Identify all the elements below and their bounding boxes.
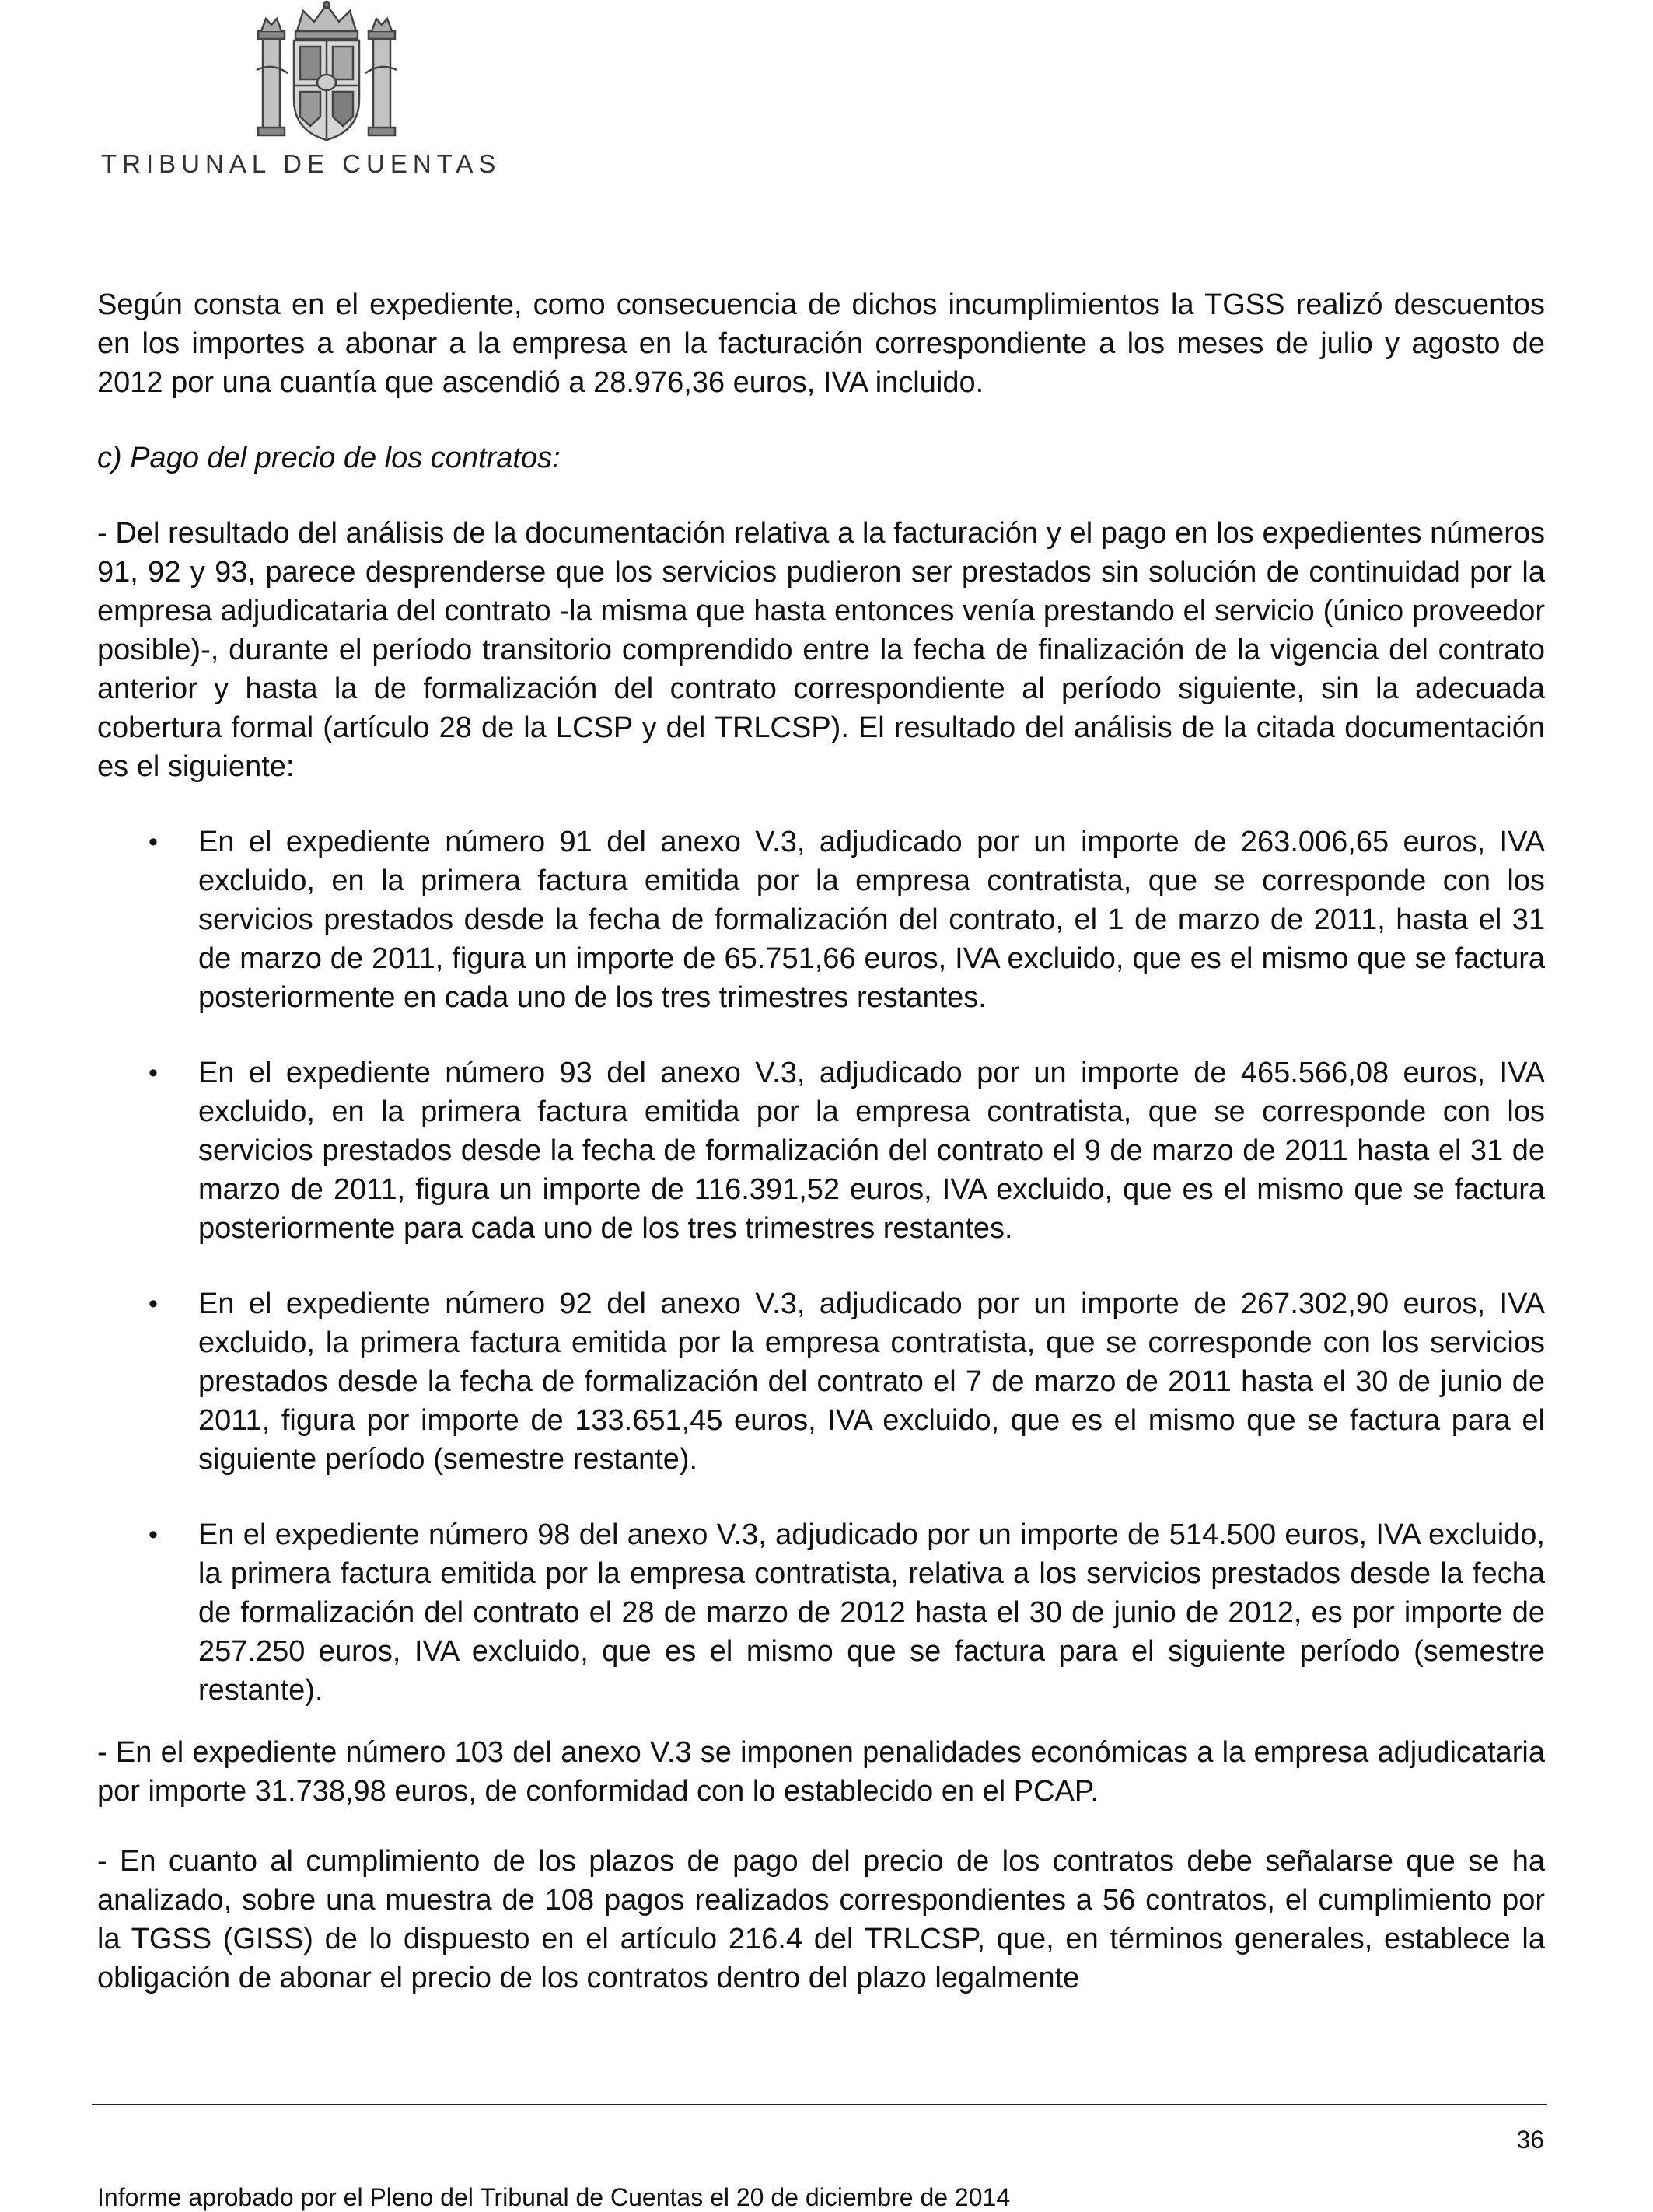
- bullet-icon: •: [149, 1289, 158, 1319]
- list-item-text: En el expediente número 93 del anexo V.3, adjudicado por un importe de 465.566,08 euros, IVA excluido, en la primera factura emitida por la empresa contratista, que se corresponde con los servicios prestados desde la fecha de formalización del contrato el 9 de marzo de 2011 hasta el 31 de marzo de 2011, figura un importe de 116.391,52 euros, IVA excluido, que es el mismo que se factura posteriormente para cada uno de los tres trimestres restantes.: [198, 1057, 1545, 1245]
- footer-divider: [92, 2104, 1547, 2105]
- list-item-text: En el expediente número 91 del anexo V.3, adjudicado por un importe de 263.006,65 euros, IVA excluido, en la primera factura emitida por la empresa contratista, que se corresponde con los servicios prestados desde la fecha de formalización del contrato, el 1 de marzo de 2011, hasta el 31 de marzo de 2011, figura un importe de 65.751,66 euros, IVA excluido, que es el mismo que se factura posteriormente en cada uno de los tres trimestres restantes.: [198, 826, 1545, 1014]
- paragraph: - En el expediente número 103 del anexo V.3 se imponen penalidades económicas a la empresa adjudicataria por importe 31.738,98 euros, de conformidad con lo establecido en el PCAP.: [97, 1736, 1545, 1808]
- list-item: [97, 1515, 1545, 1710]
- section-heading: c) Pago del precio de los contratos:: [97, 442, 561, 474]
- paragraph: - Del resultado del análisis de la documentación relativa a la facturación y el pago en los expedientes números 91, 92 y 93, parece desprenderse que los servicios pudieron ser prestados sin solución de continuidad por la empresa adjudicataria del contrato -la misma que hasta entonces venía prestando el servicio (único proveedor posible)-, durante el período transitorio comprendido entre la fecha de finalización de la vigencia del contrato anterior y hasta la de formalización del contrato correspondiente al período siguiente, sin la adecuada cobertura formal (artículo 28 de la LCSP y del TRLCSP). El resultado del análisis de la citada documentación es el siguiente:: [97, 517, 1545, 783]
- page-header: [93, 0, 560, 187]
- paragraph: - En cuanto al cumplimiento de los plazos de pago del precio de los contratos debe señalarse que se ha analizado, sobre una muestra de 108 pagos realizados correspondientes a 56 contratos, el cumplimiento por la TGSS (GISS) de lo dispuesto en el artículo 216.4 del TRLCSP, que, en términos generales, establece la obligación de abonar el precio de los contratos dentro del plazo legalmente: [97, 1845, 1545, 1994]
- footer-approval-note: Informe aprobado por el Pleno del Tribunal de Cuentas el 20 de diciembre de 2014: [97, 2183, 1011, 2211]
- page-number: 36: [1516, 2126, 1544, 2154]
- bullet-icon: •: [149, 1520, 158, 1550]
- spanish-coat-of-arms-icon: [249, 0, 404, 146]
- list-item: [97, 1284, 1545, 1479]
- bullet-icon: •: [149, 1058, 158, 1088]
- list-item: [97, 1054, 1545, 1248]
- list-item: [97, 823, 1545, 1017]
- institution-name: TRIBUNAL DE CUENTAS: [101, 149, 501, 178]
- bullet-icon: •: [149, 827, 158, 857]
- paragraph: Según consta en el expediente, como consecuencia de dichos incumplimientos la TGSS realizó descuentos en los importes a abonar a la empresa en la facturación correspondiente a los meses de julio y agosto de 2012 por una cuantía que ascendió a 28.976,36 euros, IVA incluido.: [97, 288, 1545, 399]
- document-body: [97, 285, 1545, 2034]
- list-item-text: En el expediente número 92 del anexo V.3, adjudicado por un importe de 267.302,90 euros, IVA excluido, la primera factura emitida por la empresa contratista, que se corresponde con los servicios prestados desde la fecha de formalización del contrato el 7 de marzo de 2011 hasta el 30 de junio de 2011, figura por importe de 133.651,45 euros, IVA excluido, que es el mismo que se factura para el siguiente período (semestre restante).: [198, 1288, 1545, 1476]
- list-item-text: En el expediente número 98 del anexo V.3, adjudicado por un importe de 514.500 euros, IVA excluido, la primera factura emitida por la empresa contratista, relativa a los servicios prestados desde la fecha de formalización del contrato el 28 de marzo de 2012 hasta el 30 de junio de 2012, es por importe de 257.250 euros, IVA excluido, que es el mismo que se factura para el siguiente período (semestre restante).: [198, 1518, 1545, 1707]
